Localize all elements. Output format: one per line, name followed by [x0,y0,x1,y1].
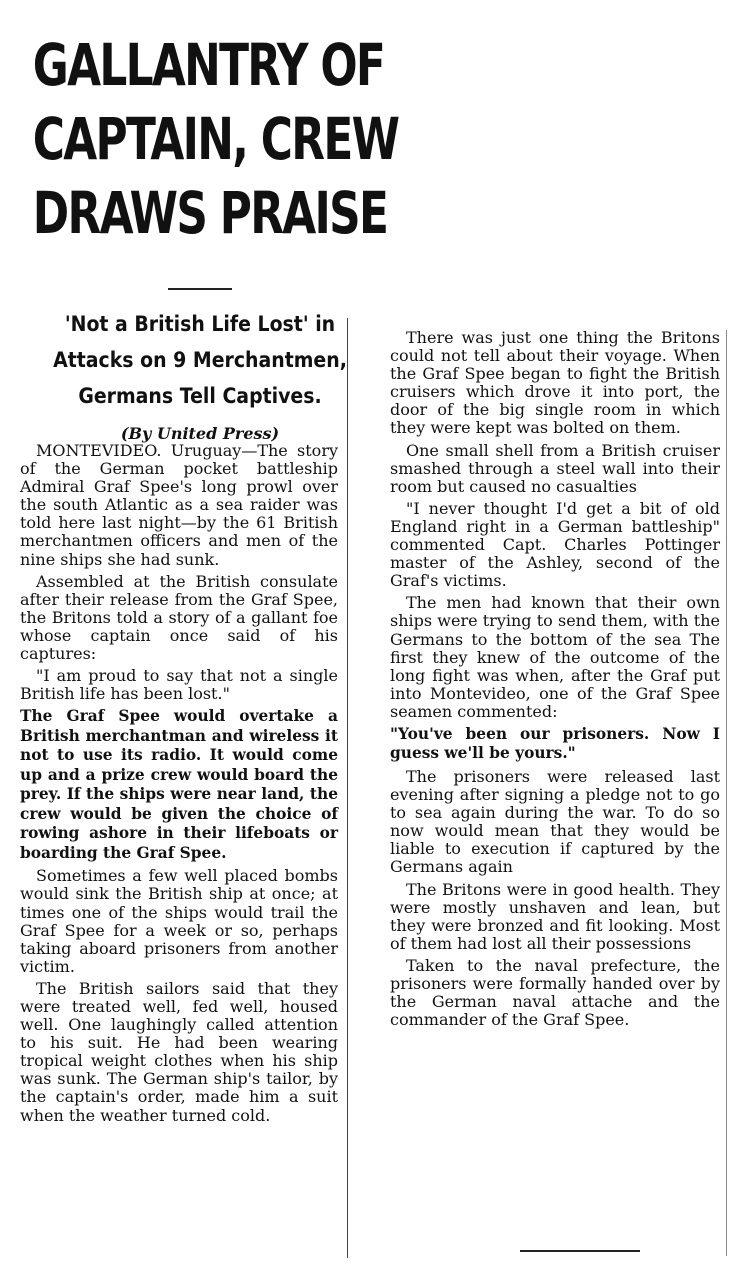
page-edge-rule [726,330,727,1256]
headline-divider [168,288,232,290]
paragraph: MONTEVIDEO. Uruguay—The story of the German pocket battleship Admiral Graf Spee's long prowl over the south Atlantic as a sea raider was told here last night—by the 61 British merchantmen officers and men of the nine ships she had sunk. [20,441,338,569]
paragraph: The British sailors said that they were treated well, fed well, housed well. One laughingly called attention to his suit. He had been wearing tropical weight clothes when his ship was sunk. The German ship's tailor, by the captain's order, made him a suit when the weather turned cold. [20,978,338,1125]
paragraph: Sometimes a few well placed bombs would sink the British ship at once; at times one of the ships would trail the Graf Spee for a week or so, perhaps taking aboard prisoners from another victim. [20,866,338,976]
paragraph: There was just one thing the Britons could not tell about their voyage. When the Graf Spee began to fight the British cruisers which drove it into port, the door of the big single room in which they were kept was bolted on them. [390,328,720,438]
paragraph: Taken to the naval prefecture, the prisoners were formally handed over by the German naval attache and the commander of the Graf Spee. [390,955,720,1030]
byline: (By United Press) [120,424,280,443]
headline [32,28,399,250]
paragraph: "I never thought I'd get a bit of old England right in a German battleship" commented Capt. Charles Pottinger master of the Ashley, second of the Graf's victims. [390,498,720,591]
paragraph: Assembled at the British consulate after their release from the Graf Spee, the Britons told a story of a gallant foe whose captain once said of his captures: [20,571,338,664]
paragraph: "I am proud to say that not a single British life has been lost." [20,666,338,704]
paragraph: The prisoners were released last evening after signing a pledge not to go to sea again during the war. To do so now would mean that they would be liable to execution if captured by the Germans again [390,766,720,877]
headline-line: CAPTAIN, CREW [32,105,399,173]
subheadline-line: Germans Tell Captives. [78,384,322,408]
subheadline-line: Attacks on 9 Merchantmen, [53,348,347,372]
subheadline-line: 'Not a British Life Lost' in [64,312,336,336]
right-column [390,329,720,1033]
column-divider [347,318,348,1258]
paragraph: The men had known that their own ships were trying to send them, with the Germans to the bottom of the sea The first they knew of the outcome of the long fight was when, after the Graf put into Montevideo, one of the Graf Spee seamen commented: [390,593,720,721]
paragraph: One small shell from a British cruiser smashed through a steel wall into their room but caused no casualties [390,440,720,496]
headline-line: DRAWS PRAISE [32,179,388,247]
headline-line: GALLANTRY OF [32,31,385,99]
subheadline [36,306,364,414]
bold-paragraph: "You've been our prisoners. Now I guess we'll be yours." [390,724,720,763]
bold-paragraph: The Graf Spee would overtake a British merchantman and wireless it not to use its radio. It would come up and a prize crew would board the prey. If the ships were near land, the crew would be given the choice of rowing ashore in their lifeboats or boarding the Graf Spee. [20,707,338,862]
left-column [20,442,338,1129]
article-end-rule [520,1250,640,1252]
paragraph: The Britons were in good health. They were mostly unshaven and lean, but they were bronzed and fit looking. Most of them had lost all their possessions [390,879,720,953]
